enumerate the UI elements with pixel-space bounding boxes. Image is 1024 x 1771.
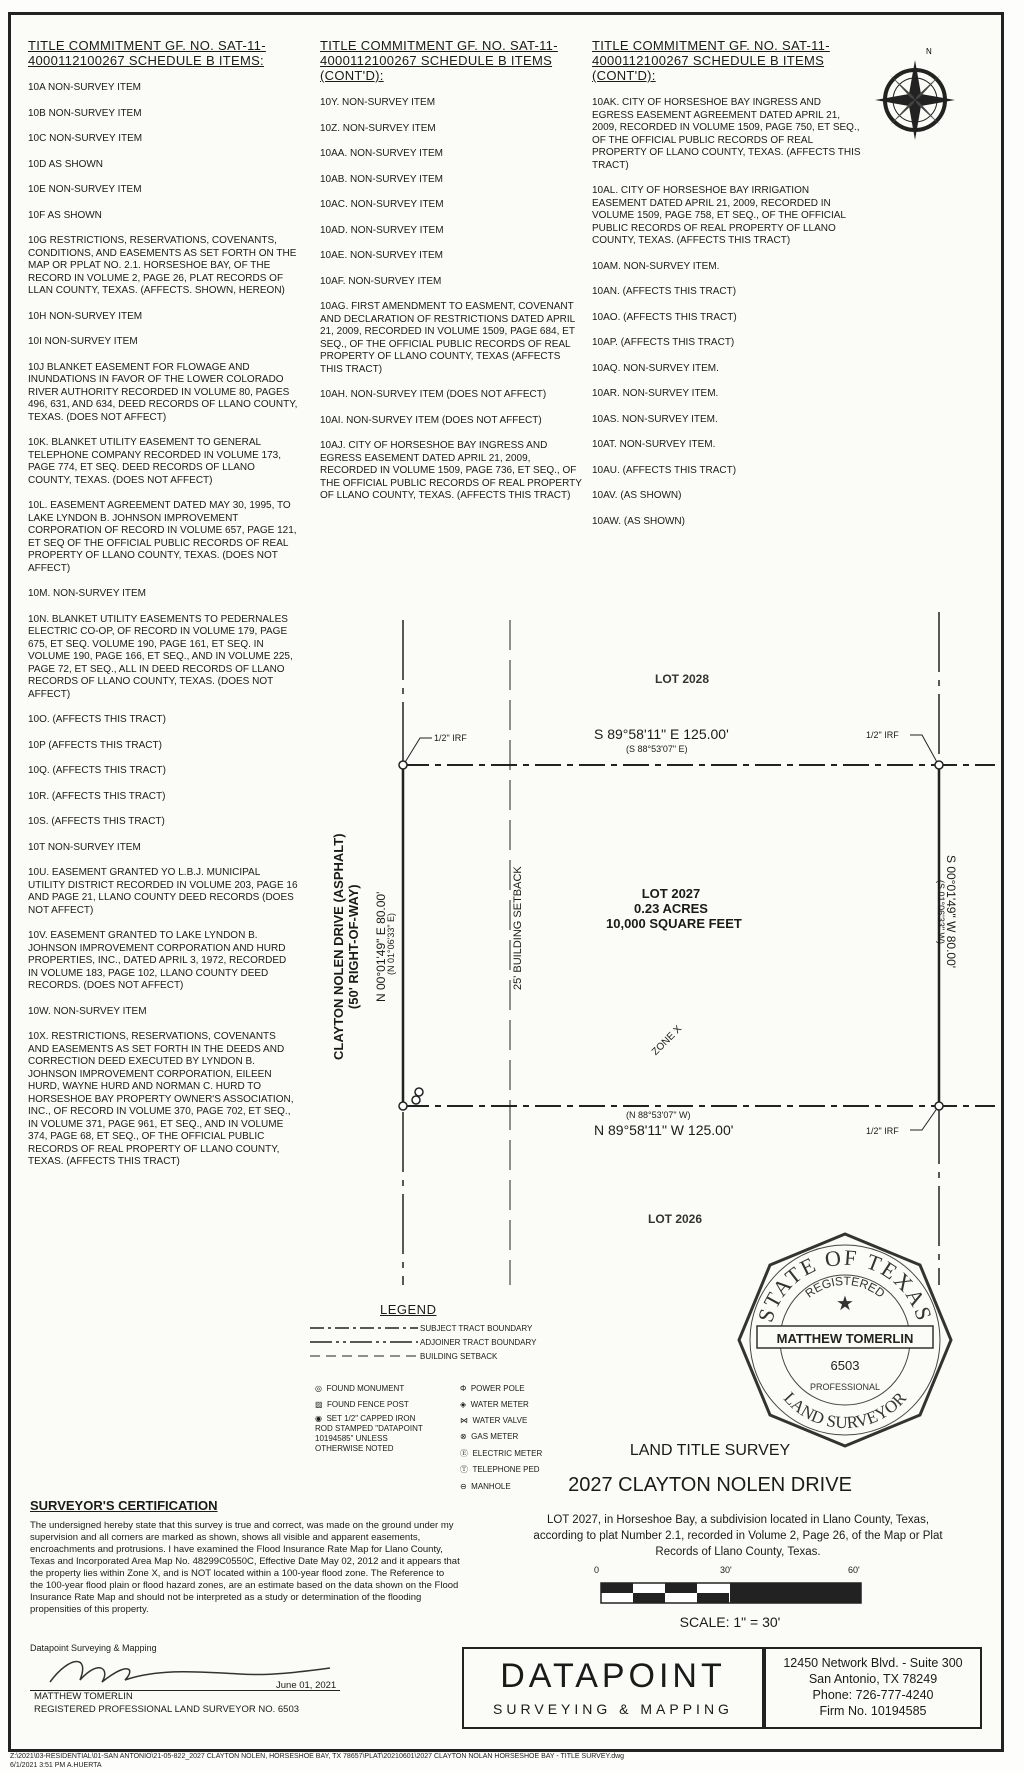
surveyor-certification xyxy=(30,1500,460,1616)
schedule-b-item: 10K. BLANKET UTILITY EASEMENT TO GENERAL TELEPHONE COMPANY RECORDED IN VOLUME 173, PAGE 774, ET SEQ. DEED RECORDS OF LLANO COUNTY, TEXAS. (DOES NOT AFFECT) xyxy=(28,437,282,486)
schedule-b-item: 10X. RESTRICTIONS, RESERVATIONS, COVENANTS AND EASEMENTS AS SET FORTH IN THE DEEDS AND CORRECTION DEED EXECUTED BY LYNDON B. JOHNSON IMPROVEMENT CORPORATION, EILEEN HURD, WAYNE HURD AND NORMAN C. HURD TO HORSESHOE BAY PROPERTY OWNER'S ASSOCIATION, INC., OF RECORD IN VOLUME 370, PAGE 702, ET SEQ., IN VOLUME 371, PAGE 961, ET SEQ., AND IN VOLUME 374, PAGE 68, ET SEQ., OF THE OFFICIAL PUBLIC RECORDS OF REAL PROPERTY OF LLANO COUNTY, TEXAS. (AFFECTS THIS TRACT) xyxy=(28,1031,294,1167)
company-address xyxy=(764,1647,982,1729)
fence-post-icon: ▨ xyxy=(315,1400,323,1409)
company-logo xyxy=(462,1647,764,1729)
legend-item-gas-meter: ⊗ GAS METER xyxy=(460,1432,519,1441)
power-pole-icon: Φ xyxy=(460,1384,467,1393)
certification-date: June 01, 2021 xyxy=(276,1680,337,1691)
surveyor-seal xyxy=(735,1230,955,1450)
legend-subject-boundary: SUBJECT TRACT BOUNDARY xyxy=(420,1324,533,1333)
schedule-b-item: 10O. (AFFECTS THIS TRACT) xyxy=(28,714,166,725)
schedule-b-title: TITLE COMMITMENT GF. NO. SAT-11-4000112100267 SCHEDULE B ITEMS (CONT'D): xyxy=(320,38,558,83)
south-bearing-label: N 89°58'11" W 125.00' xyxy=(594,1122,734,1138)
lot-name: LOT 2027 xyxy=(641,886,701,901)
schedule-b-item: 10H NON-SURVEY ITEM xyxy=(28,310,143,322)
schedule-b-item: 10V. EASEMENT GRANTED TO LAKE LYNDON B. JOHNSON IMPROVEMENT CORPORATION AND HURD PROPERTIES, INC., DATED APRIL 3, 1972, RECORDED IN VOLUME 183, PAGE 102, LLANO COUNTY DEED RECORDS. (DOES NOT AFFECT) xyxy=(28,930,287,991)
irf-label-ne: 1/2" IRF xyxy=(866,730,899,740)
street-label xyxy=(331,833,361,1060)
street-name: CLAYTON NOLEN DRIVE (ASPHALT) xyxy=(331,833,346,1060)
schedule-b-item: 10AQ. NON-SURVEY ITEM. xyxy=(592,362,719,374)
legal-description: LOT 2027, in Horseshoe Bay, a subdivision located in Llano County, Texas, according to plat Number 2.1, recorded in Volume 2, Page 26, of the Map or Plat Records of Llano County, Texas. xyxy=(533,1514,943,1558)
schedule-b-item: 10Z. NON-SURVEY ITEM xyxy=(320,122,436,134)
schedule-b-title: TITLE COMMITMENT GF. NO. SAT-11-4000112100267 SCHEDULE B ITEMS: xyxy=(28,38,266,68)
schedule-b-column-1 xyxy=(28,38,298,1182)
north-bearing-label: S 89°58'11" E 125.00' xyxy=(594,726,729,742)
schedule-b-title: TITLE COMMITMENT GF. NO. SAT-11-4000112100267 SCHEDULE B ITEMS (CONT'D): xyxy=(592,38,830,83)
legend-item-electric-meter: Ⓔ ELECTRIC METER xyxy=(460,1449,543,1458)
svg-text:PROFESSIONAL: PROFESSIONAL xyxy=(809,1382,881,1392)
schedule-b-item: 10AJ. CITY OF HORSESHOE BAY INGRESS AND EGRESS EASEMENT DATED APRIL 21, 2009, RECORDED IN VOLUME 1509, PAGE 736, ET SEQ., OF THE OFFICIAL PUBLIC RECORDS OF REAL PROPERTY OF LLANO COUNTY, TEXAS. (AFFECTS THIS TRACT) xyxy=(320,440,582,501)
lot-acres: 0.23 ACRES xyxy=(634,901,708,916)
schedule-b-item: 10AI. NON-SURVEY ITEM (DOES NOT AFFECT) xyxy=(320,414,542,426)
telephone-ped-icon: Ⓣ xyxy=(460,1465,468,1474)
svg-text:STATE OF TEXAS: STATE OF TEXAS xyxy=(752,1244,938,1326)
schedule-b-item: 10AH. NON-SURVEY ITEM (DOES NOT AFFECT) xyxy=(320,389,547,400)
electric-meter-icon: Ⓔ xyxy=(460,1449,468,1458)
svg-text:MATTHEW TOMERLIN: MATTHEW TOMERLIN xyxy=(776,1331,914,1346)
schedule-b-item: 10B NON-SURVEY ITEM xyxy=(28,107,142,119)
legend-item-fence-post: ▨ FOUND FENCE POST xyxy=(315,1400,409,1409)
address-phone: Phone: 726-777-4240 xyxy=(812,1688,934,1702)
address-line2: San Antonio, TX 78249 xyxy=(808,1672,938,1686)
certification-heading: SURVEYOR'S CERTIFICATION xyxy=(30,1498,218,1513)
schedule-b-item: 10F AS SHOWN xyxy=(28,209,102,221)
schedule-b-item: 10AR. NON-SURVEY ITEM. xyxy=(592,388,719,399)
schedule-b-item: 10AF. NON-SURVEY ITEM xyxy=(320,275,442,287)
schedule-b-item: 10AN. (AFFECTS THIS TRACT) xyxy=(592,286,737,297)
schedule-b-item: 10AW. (AS SHOWN) xyxy=(592,515,685,527)
iron-rod-icon: ◉ xyxy=(315,1414,322,1423)
schedule-b-item: 10AV. (AS SHOWN) xyxy=(592,490,682,501)
north-record-label: (S 88°53'07" E) xyxy=(626,744,688,754)
irf-label-se: 1/2" IRF xyxy=(866,1126,899,1136)
schedule-b-item: 10I NON-SURVEY ITEM xyxy=(28,336,138,347)
svg-text:LAND SURVEYOR: LAND SURVEYOR xyxy=(779,1388,911,1433)
schedule-b-item: 10N. BLANKET UTILITY EASEMENTS TO PEDERNALES ELECTRIC CO-OP, OF RECORD IN VOLUME 179, PAGE 675, ET SEQ. VOLUME 190, PAGE 161, ET SEQ. IN VOLUME 190, PAGE 166, ET SEQ., AND IN VOLUME 225, PAGE 72, ET SEQ., ALL IN DEED RECORDS OF LLANO RECORDS OF LLANO COUNTY, TEXAS. (DOES NOT AFFECT) xyxy=(28,613,293,700)
water-valve-icon: ⋈ xyxy=(460,1416,468,1425)
legend-item-manhole: ⊖ MANHOLE xyxy=(460,1482,511,1491)
gas-meter-icon: ⊗ xyxy=(460,1432,467,1441)
scale-tick-0: 0 xyxy=(594,1565,600,1575)
west-bearing-label: N 00°01'49" E 80.00' xyxy=(374,891,388,1002)
legend-title: LEGEND xyxy=(380,1302,437,1317)
survey-type: LAND TITLE SURVEY xyxy=(629,1442,791,1459)
lot-north-label: LOT 2028 xyxy=(655,672,710,686)
schedule-b-item: 10P (AFFECTS THIS TRACT) xyxy=(28,739,162,751)
schedule-b-item: 10U. EASEMENT GRANTED YO L.B.J. MUNICIPAL UTILITY DISTRICT RECORDED IN VOLUME 203, PAGE 16 AND PAGE 21, LLANO COUNTY DEED RECORDS (DOES NOT AFFECT) xyxy=(28,867,298,916)
north-label: N xyxy=(926,47,932,56)
address-firm: Firm No. 10194585 xyxy=(819,1704,927,1718)
schedule-b-item: 10Y. NON-SURVEY ITEM xyxy=(320,97,436,108)
schedule-b-item: 10AL. CITY OF HORSESHOE BAY IRRIGATION EASEMENT DATED APRIL 21, 2009, RECORDED IN VOLUME 1509, PAGE 758, ET SEQ., OF THE OFFICIAL PUBLIC RECORDS OF REAL PROPERTY OF LLANO COUNTY, TEXAS. (AFFECTS THIS TRACT) xyxy=(592,185,846,246)
schedule-b-item: 10L. EASEMENT AGREEMENT DATED MAY 30, 1995, TO LAKE LYNDON B. JOHNSON IMPROVEMENT CORPORATION OF RECORD IN VOLUME 657, PAGE 121, ET SEQ OF THE OFFICIAL PUBLIC RECORDS OF REAL PROPERTY OF LLANO COUNTY, TEXAS. (DOES NOT AFFECT) xyxy=(28,500,297,574)
schedule-b-column-2 xyxy=(320,38,582,516)
schedule-b-item: 10AU. (AFFECTS THIS TRACT) xyxy=(592,464,737,476)
schedule-b-item: 10C NON-SURVEY ITEM xyxy=(28,133,143,144)
legend-adjoiner-boundary: ADJOINER TRACT BOUNDARY xyxy=(420,1338,537,1347)
svg-text:REGISTERED: REGISTERED xyxy=(802,1273,888,1301)
schedule-b-item: 10AT. NON-SURVEY ITEM. xyxy=(592,439,716,450)
certification-signer: MATTHEW TOMERLIN xyxy=(34,1691,133,1702)
svg-text:★: ★ xyxy=(836,1293,854,1315)
schedule-b-item: 10R. (AFFECTS THIS TRACT) xyxy=(28,790,166,802)
legend-line-samples xyxy=(310,1322,420,1372)
scale-tick-30: 30' xyxy=(720,1565,732,1575)
legend-item-water-meter: ◈ WATER METER xyxy=(460,1400,529,1409)
schedule-b-item: 10M. NON-SURVEY ITEM xyxy=(28,588,146,599)
south-record-label: (N 88°53'07" W) xyxy=(626,1110,691,1120)
irf-label-nw: 1/2" IRF xyxy=(434,733,467,743)
lot-info xyxy=(606,886,742,931)
survey-address: 2027 CLAYTON NOLEN DRIVE xyxy=(568,1474,852,1496)
schedule-b-item: 10D AS SHOWN xyxy=(28,158,104,170)
zone-label: ZONE X xyxy=(650,1023,685,1058)
water-meter-icon: ◈ xyxy=(460,1400,467,1409)
legend-item-power-pole: Φ POWER POLE xyxy=(460,1384,525,1393)
street-row: (50' RIGHT-OF-WAY) xyxy=(346,884,361,1010)
west-record-label: (N 01°06'33" E) xyxy=(386,912,396,975)
schedule-b-item: 10AB. NON-SURVEY ITEM xyxy=(320,173,443,185)
schedule-b-item: 10AG. FIRST AMENDMENT TO EASMENT, COVENANT AND DECLARATION OF RESTRICTIONS DATED APRIL 21, 2009, RECORDED IN VOLUME 1509, PAGE 684, ET SEQ., OF THE OFFICIAL PUBLIC RECORDS OF REAL PROPERTY OF LLANO COUNTY, TEXAS (AFFECTS THIS TRACT) xyxy=(320,301,575,375)
schedule-b-item: 10A NON-SURVEY ITEM xyxy=(28,82,141,93)
schedule-b-item: 10AD. NON-SURVEY ITEM xyxy=(320,224,444,236)
north-arrow-icon xyxy=(870,42,960,142)
schedule-b-item: 10AP. (AFFECTS THIS TRACT) xyxy=(592,337,735,348)
scale-bar xyxy=(600,1582,862,1606)
logo-tagline: SURVEYING & MAPPING xyxy=(493,1701,733,1717)
lot-sqft: 10,000 SQUARE FEET xyxy=(606,916,742,931)
legend-item-set-iron-rod: ◉ SET 1/2" CAPPED IRON ROD STAMPED "DATAPOINT 10194585" UNLESS OTHERWISE NOTED xyxy=(315,1414,423,1453)
file-path: Z:\2021\03-RESIDENTIAL\01-SAN ANTONIO\21-05-822_2027 CLAYTON NOLEN, HORSESHOE BAY, TX 78657\PLAT\20210601\2027 CLAYTON NOLAN HORSESHOE BAY - TITLE SURVEY.dwg xyxy=(10,1753,625,1760)
schedule-b-item: 10AC. NON-SURVEY ITEM xyxy=(320,199,444,210)
scale-tick-60: 60' xyxy=(848,1565,860,1575)
found-monument-icon: ◎ xyxy=(315,1384,322,1393)
plot-stamp: 6/1/2021 3:51 PM A.HUERTA xyxy=(10,1762,102,1769)
certification-role: REGISTERED PROFESSIONAL LAND SURVEYOR NO. 6503 xyxy=(34,1704,300,1715)
legend-item-telephone-ped: Ⓣ TELEPHONE PED xyxy=(460,1465,540,1474)
schedule-b-item: 10AK. CITY OF HORSESHOE BAY INGRESS AND EGRESS EASEMENT AGREEMENT DATED APRIL 21, 2009, RECORDED IN VOLUME 1509, PAGE 750, ET SEQ., OF THE OFFICIAL PUBLIC RECORDS OF REAL PROPERTY OF LLANO COUNTY, TEXAS. (AFFECTS THIS TRACT) xyxy=(592,97,861,171)
legend-item-water-valve: ⋈ WATER VALVE xyxy=(460,1416,528,1425)
legend-building-setback: BUILDING SETBACK xyxy=(420,1352,498,1361)
certification-company: Datapoint Surveying & Mapping xyxy=(30,1643,157,1653)
schedule-b-item: 10S. (AFFECTS THIS TRACT) xyxy=(28,816,165,827)
east-record-label: (S 01°06'33" W) xyxy=(936,880,946,945)
schedule-b-item: 10AO. (AFFECTS THIS TRACT) xyxy=(592,311,737,323)
schedule-b-item: 10T NON-SURVEY ITEM xyxy=(28,841,141,853)
address-line1: 12450 Network Blvd. - Suite 300 xyxy=(783,1656,963,1670)
setback-label: 25' BUILDING SETBACK xyxy=(512,866,524,990)
schedule-b-item: 10J BLANKET EASEMENT FOR FLOWAGE AND INUNDATIONS IN FAVOR OF THE LOWER COLORADO RIVER AUTHORITY RECORDED IN VOLUME 80, PAGES 496, 631, AND 634, DEED RECORDS OF LLANO COUNTY, TEXAS. (DOES NOT AFFECT) xyxy=(28,361,298,423)
schedule-b-item: 10AS. NON-SURVEY ITEM. xyxy=(592,413,718,425)
schedule-b-item: 10E NON-SURVEY ITEM xyxy=(28,184,142,195)
svg-text:6503: 6503 xyxy=(830,1358,860,1373)
legend-item-found-monument: ◎ FOUND MONUMENT xyxy=(315,1384,405,1393)
manhole-icon: ⊖ xyxy=(460,1482,467,1491)
lot-south-label: LOT 2026 xyxy=(648,1212,703,1226)
certification-text: The undersigned hereby state that this survey is true and correct, was made on the ground under my supervision and all corners are marked as shown, shows all visible and apparent easements, encroachments and protrusions. I have examined the Flood Insurance Rate Map for Llano County, Texas and Incorporated Area Map No. 48299C0550C, Effective Date May 02, 2012 and it appears that the property lies within Zone X, and is NOT located within a 100-year flood zone. The Reference to the 100-year flood plain or flood hazard zones, are an estimate based on the data shown on the Flood Insurance Rate Map and should not be interpreted as a study or determination of the flooding propensities of this property. xyxy=(30,1520,460,1615)
file-path-footer xyxy=(10,1752,624,1770)
logo-name: DATAPOINT xyxy=(500,1657,726,1695)
schedule-b-item: 10G RESTRICTIONS, RESERVATIONS, COVENANTS, CONDITIONS, AND EASEMENTS AS SET FORTH ON THE MAP OR PPLAT NO. 2.1. HORSESHOE BAY, OF THE RECORD IN VOLUME 2, PAGE 26, PLAT RECORDS OF LLAN COUNTY, TEXAS. (AFFECTS. SHOWN, HEREON) xyxy=(28,235,297,296)
schedule-b-item: 10AM. NON-SURVEY ITEM. xyxy=(592,260,720,272)
schedule-b-item: 10AE. NON-SURVEY ITEM xyxy=(320,250,443,261)
east-bearing-label: S 00°01'49" W 80.00' xyxy=(944,855,958,969)
scale-label: SCALE: 1" = 30' xyxy=(679,1614,781,1630)
schedule-b-column-3 xyxy=(592,38,862,541)
schedule-b-item: 10AA. NON-SURVEY ITEM xyxy=(320,148,443,159)
schedule-b-item: 10W. NON-SURVEY ITEM xyxy=(28,1005,147,1017)
schedule-b-item: 10Q. (AFFECTS THIS TRACT) xyxy=(28,765,166,776)
